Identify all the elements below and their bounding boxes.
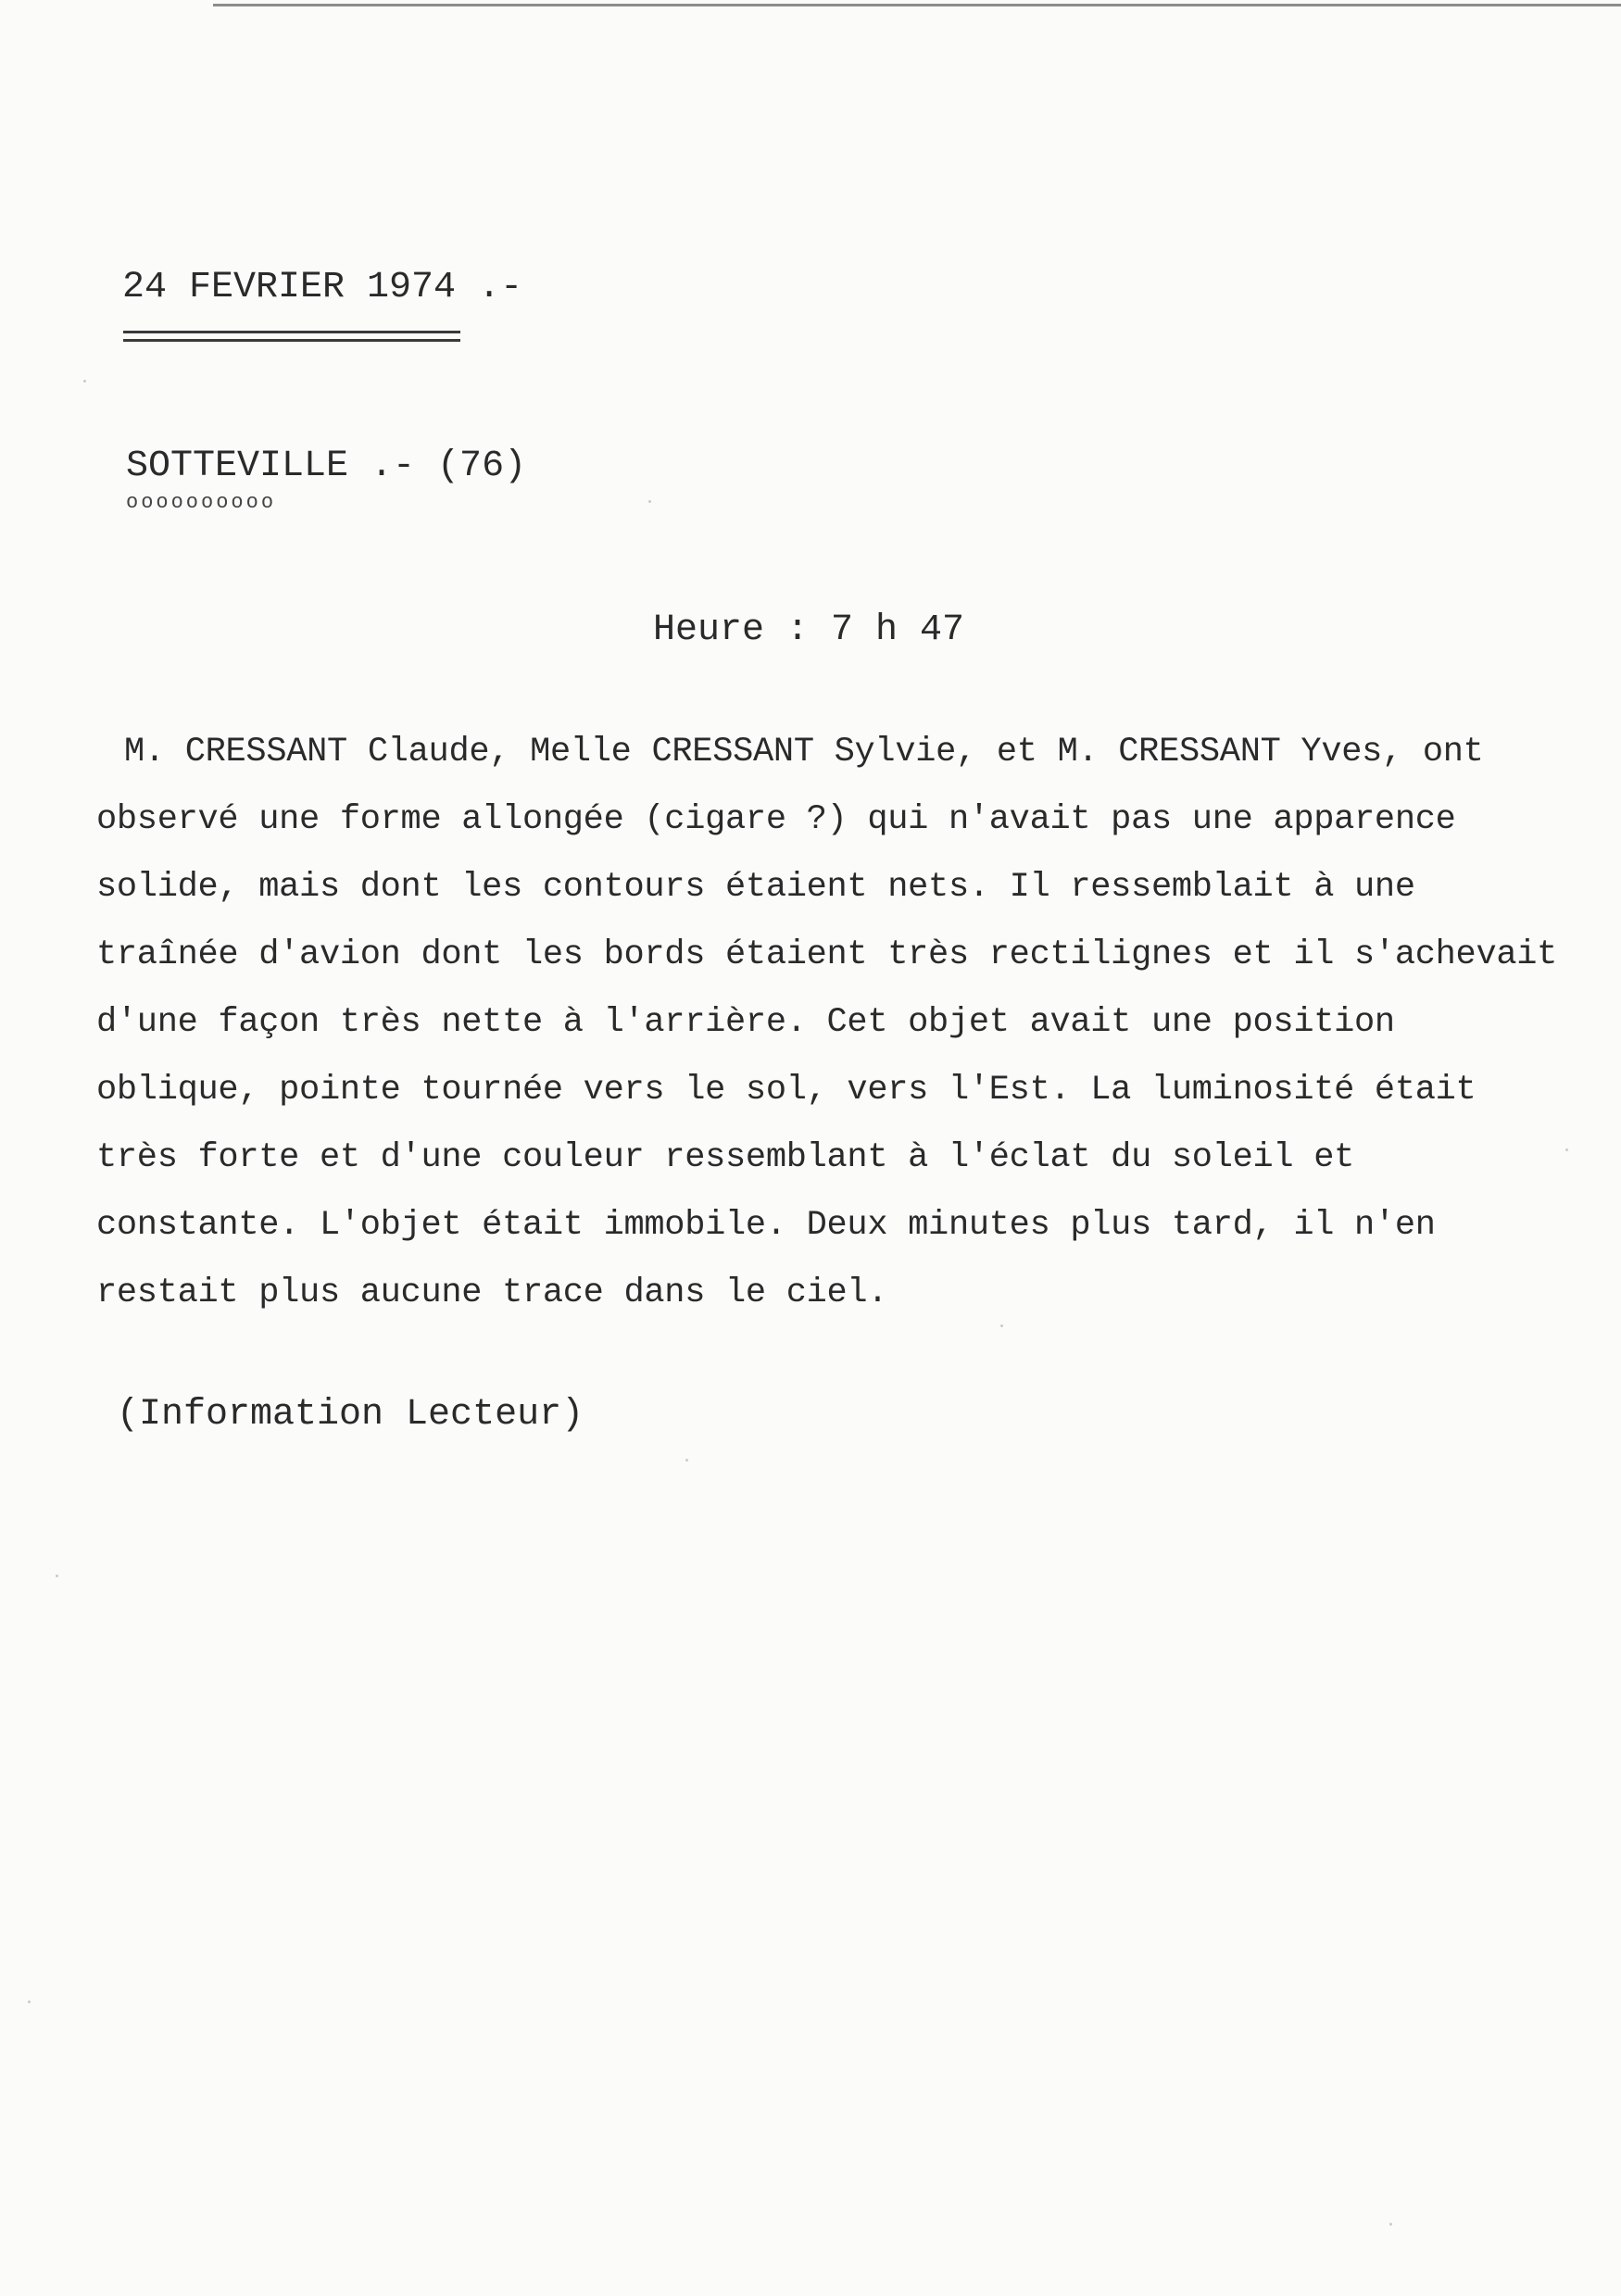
location-underline: oooooooooo [126,491,277,514]
top-edge-rule [213,4,1621,6]
scan-speck [83,380,86,383]
date-underline-bottom [123,339,460,342]
body-line: oblique, pointe tournée vers le sol, vers l'Est. La luminosité était [96,1071,1476,1110]
report-body [96,719,1615,1327]
body-line: très forte et d'une couleur ressemblant à l'éclat du soleil et [96,1138,1355,1177]
body-line: M. CRESSANT Claude, Melle CRESSANT Sylvie, et M. CRESSANT Yves, ont [124,733,1484,772]
body-line: observé une forme allongée (cigare ?) qui n'avait pas une apparence [96,800,1456,839]
body-line: restait plus aucune trace dans le ciel. [96,1273,888,1312]
scan-speck [56,1575,58,1577]
report-date: 24 FEVRIER 1974 .- [122,267,523,308]
source-note: (Information Lecteur) [117,1394,584,1436]
scan-speck [1389,2223,1392,2226]
date-underline-top [123,331,460,333]
scan-speck [28,2001,31,2003]
body-line: constante. L'objet était immobile. Deux minutes plus tard, il n'en [96,1206,1436,1245]
scan-speck [648,500,651,503]
report-location: SOTTEVILLE .- (76) [126,445,527,487]
scan-speck [1565,1148,1568,1151]
scan-speck [1000,1324,1003,1327]
scan-speck [685,1459,688,1462]
body-line: d'une façon très nette à l'arrière. Cet objet avait une position [96,1003,1395,1042]
report-time: Heure : 7 h 47 [653,609,965,651]
body-line: solide, mais dont les contours étaient nets. Il ressemblait à une [96,868,1415,907]
body-line: traînée d'avion dont les bords étaient très rectilignes et il s'achevait [96,935,1558,974]
